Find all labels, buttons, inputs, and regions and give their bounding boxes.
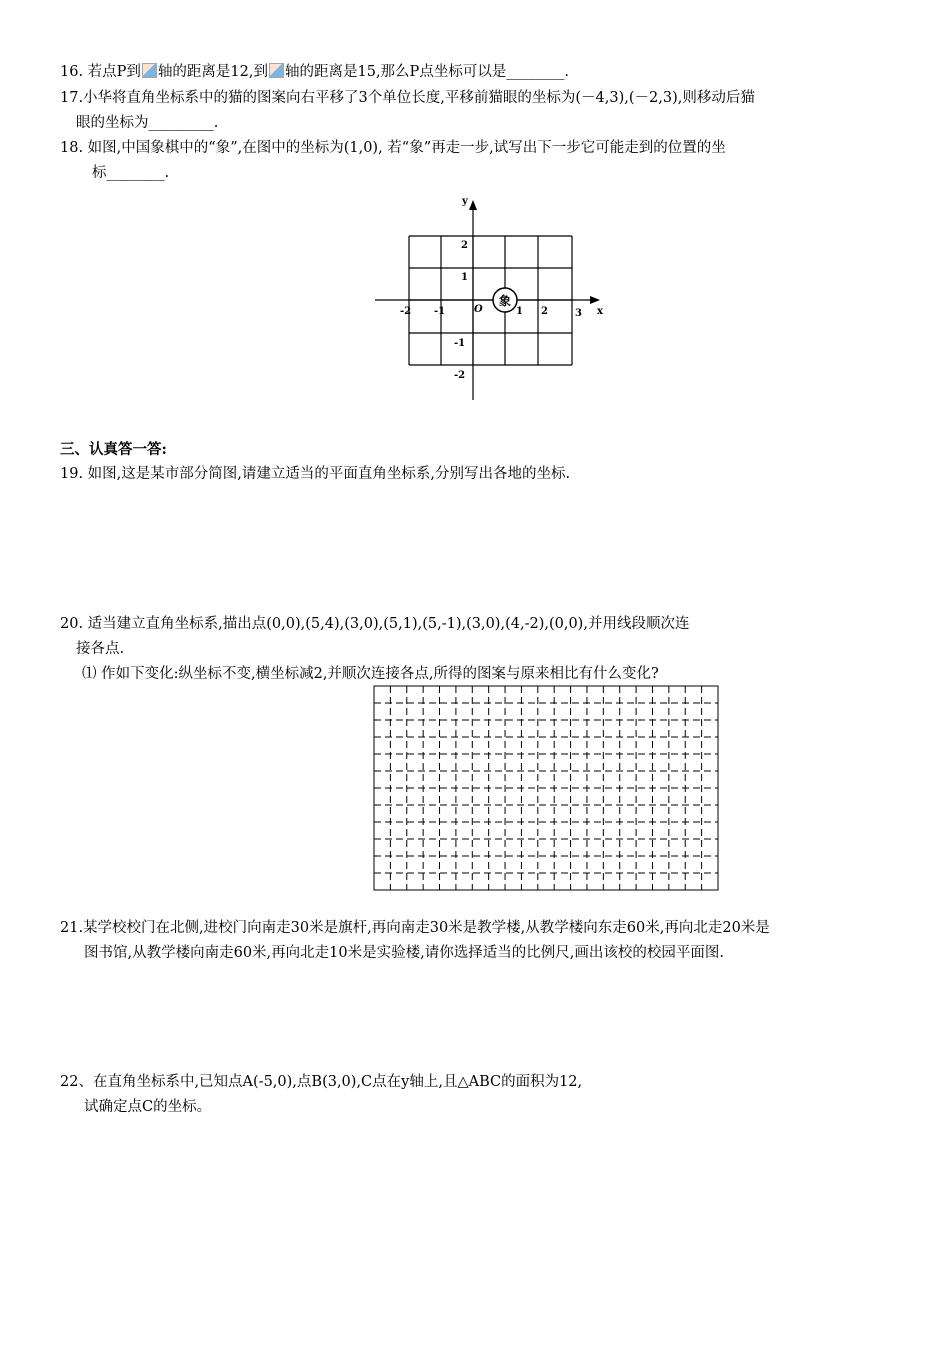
- question-18-line-1: 18. 如图,中国象棋中的“象”,在图中的坐标为(1,0), 若“象”再走一步,试写出下一步它可能走到的位置的坐: [60, 140, 726, 156]
- question-16: [60, 62, 569, 82]
- blank-grid-paper: [370, 684, 722, 894]
- q16-text-1: 16. 若点P到: [60, 64, 141, 80]
- y-tick-label: 1: [461, 272, 468, 283]
- question-20-sub-1: ⑴ 作如下变化:纵坐标不变,横坐标减2,并顺次连接各点,所得的图案与原来相比有什么变化?: [82, 666, 659, 682]
- x-axis-arrow: [590, 296, 600, 304]
- origin-label: O: [474, 304, 483, 315]
- x-tick-label: -1: [434, 306, 446, 317]
- chess-board-figure: [370, 192, 620, 402]
- piece-label: 象: [499, 294, 512, 308]
- question-17-line-1: 17.小华将直角坐标系中的猫的图案向右平移了3个单位长度,平移前猫眼的坐标为(－4,3),(－2,3),则移动后猫: [60, 90, 755, 106]
- y-tick-label: 2: [461, 240, 468, 251]
- y-axis-arrow: [469, 200, 477, 210]
- elephant-chess-piece: [493, 288, 517, 312]
- question-17-line-2: 眼的坐标为_________.: [76, 115, 219, 131]
- x-tick-label: -2: [400, 306, 412, 317]
- x-tick-label: 3: [575, 308, 582, 319]
- question-18-line-2: 标________.: [92, 165, 170, 181]
- question-22-line-2: 试确定点C的坐标。: [84, 1099, 212, 1115]
- section-3-heading: 三、认真答一答:: [60, 441, 167, 458]
- x-axis-label: x: [597, 306, 603, 317]
- y-axis-label: y: [462, 196, 468, 207]
- question-19: 19. 如图,这是某市部分简图,请建立适当的平面直角坐标系,分别写出各地的坐标.: [60, 466, 571, 482]
- broken-image-icon: [142, 63, 157, 78]
- q16-text-3: 轴的距离是15,那么P点坐标可以是________.: [285, 64, 569, 80]
- x-tick-label: 2: [541, 306, 548, 317]
- broken-image-icon: [269, 63, 284, 78]
- question-22-line-1: 22、在直角坐标系中,已知点A(-5,0),点B(3,0),C点在y轴上,且△ABC的面积为12,: [60, 1074, 583, 1090]
- question-20-line-1: 20. 适当建立直角坐标系,描出点(0,0),(5,4),(3,0),(5,1),(5,-1),(3,0),(4,-2),(0,0),并用线段顺次连: [60, 616, 690, 632]
- y-tick-label: -1: [454, 338, 466, 349]
- question-21-line-1: 21.某学校校门在北侧,进校门向南走30米是旗杆,再向南走30米是教学楼,从教学楼向东走60米,再向北走20米是: [60, 920, 770, 936]
- question-21-line-2: 图书馆,从教学楼向南走60米,再向北走10米是实验楼,请你选择适当的比例尺,画出该校的校园平面图.: [84, 945, 724, 961]
- x-tick-label: 1: [516, 306, 523, 317]
- question-20-line-2: 接各点.: [76, 641, 125, 657]
- y-tick-label: -2: [454, 370, 466, 381]
- q16-text-2: 轴的距离是12,到: [157, 64, 268, 80]
